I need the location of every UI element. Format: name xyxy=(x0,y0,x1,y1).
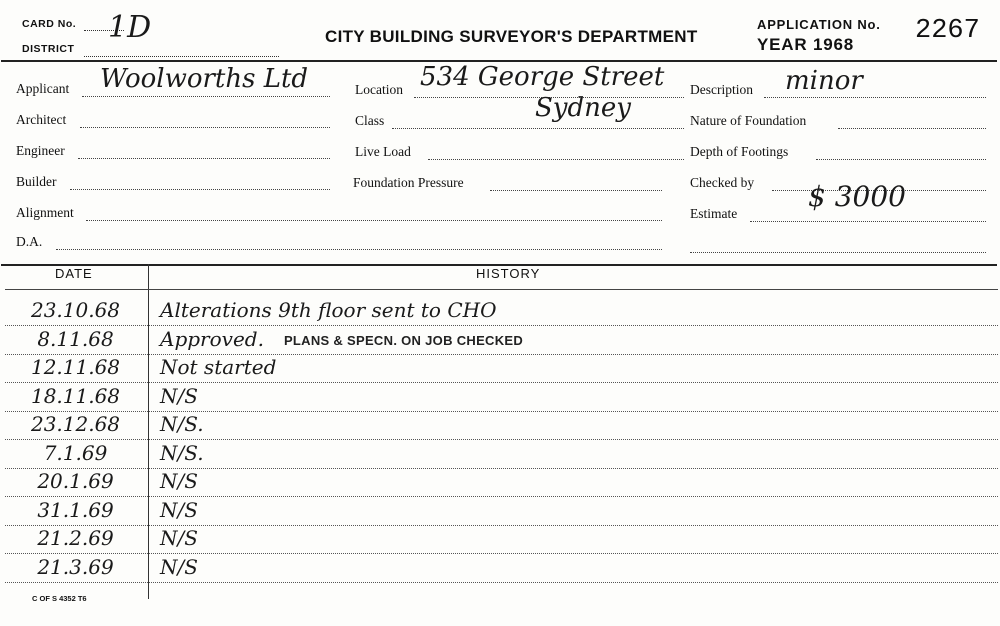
description-label: Description xyxy=(690,82,753,97)
district-line xyxy=(84,56,279,57)
history-row-text xyxy=(160,384,198,408)
history-header-rule xyxy=(5,289,998,290)
history-row-text xyxy=(160,298,496,322)
builder-label: Builder xyxy=(16,174,57,189)
history-row-entry: N/S xyxy=(160,469,198,493)
history-row-line xyxy=(5,439,998,440)
history-row-date: 8.11.68 xyxy=(37,326,114,351)
history-row-text xyxy=(160,469,198,493)
application-no-value: 2267 xyxy=(915,16,980,46)
class-line xyxy=(392,128,684,129)
live-load-label: Live Load xyxy=(355,144,411,159)
foundation-pressure-label: Foundation Pressure xyxy=(353,175,464,190)
history-row-date: 23.12.68 xyxy=(30,412,121,436)
form-code: C OF S 4352 T6 xyxy=(32,594,87,603)
history-row-line xyxy=(5,468,998,469)
department-title: CITY BUILDING SURVEYOR'S DEPARTMENT xyxy=(325,27,698,46)
applicant-value: Woolworths Ltd xyxy=(100,64,309,94)
blank-line xyxy=(690,252,986,253)
history-row-date: 31.1.69 xyxy=(37,497,114,522)
history-row-entry: N/S xyxy=(160,526,198,550)
history-row-entry: N/S. xyxy=(160,440,204,465)
history-row-text xyxy=(160,327,523,351)
history-row-line xyxy=(5,553,998,554)
engineer-label: Engineer xyxy=(16,143,65,158)
history-header: HISTORY xyxy=(476,266,541,281)
history-row-date: 18.11.68 xyxy=(30,383,121,408)
nature-of-foundation-label: Nature of Foundation xyxy=(690,113,807,128)
history-row-line xyxy=(5,525,998,526)
history-row-line xyxy=(5,582,998,583)
alignment-label: Alignment xyxy=(16,205,74,220)
history-row-text xyxy=(160,412,204,436)
history-row-entry: N/S xyxy=(160,497,198,522)
history-row-date: 20.1.69 xyxy=(37,469,114,493)
history-row-text xyxy=(160,498,198,522)
history-row-stamp: PLANS & SPECN. ON JOB CHECKED xyxy=(283,332,524,348)
da-label: D.A. xyxy=(16,234,43,249)
architect-label: Architect xyxy=(16,112,67,127)
applicant-line xyxy=(82,96,330,97)
live-load-line xyxy=(428,159,684,160)
application-no-label: APPLICATION No. xyxy=(757,17,881,32)
history-row-line xyxy=(5,496,998,497)
foundation-pressure-line xyxy=(490,190,662,191)
history-row-text xyxy=(160,441,204,465)
history-row-entry: Not started xyxy=(160,355,277,379)
card-no-value: 1D xyxy=(108,10,152,45)
location-label: Location xyxy=(355,82,403,97)
history-row-entry: N/S xyxy=(160,554,198,579)
history-row-date: 21.3.69 xyxy=(37,554,114,579)
history-row-entry: N/S xyxy=(160,383,198,408)
checked-by-label: Checked by xyxy=(690,175,755,190)
column-separator xyxy=(148,264,149,599)
alignment-line xyxy=(86,220,662,221)
estimate-value: $ 3000 xyxy=(808,180,906,213)
year-label: YEAR 1968 xyxy=(757,35,854,54)
history-row-date: 21.2.69 xyxy=(37,526,114,550)
class-label: Class xyxy=(355,113,385,128)
estimate-label: Estimate xyxy=(690,206,738,221)
history-row-line xyxy=(5,354,998,355)
engineer-line xyxy=(78,158,330,159)
date-header: DATE xyxy=(55,266,93,281)
history-row-entry: Approved. xyxy=(160,326,264,351)
history-row-text xyxy=(160,555,198,579)
history-row-entry: Alterations 9th floor sent to CHO xyxy=(160,298,497,322)
nature-of-foundation-line xyxy=(838,128,986,129)
estimate-line xyxy=(750,221,986,222)
district-label: DISTRICT xyxy=(22,43,75,55)
depth-of-footings-line xyxy=(816,159,986,160)
history-row-line xyxy=(5,411,998,412)
history-row-line xyxy=(5,382,998,383)
description-line xyxy=(764,97,986,98)
history-row-date: 12.11.68 xyxy=(30,355,121,379)
architect-line xyxy=(80,127,330,128)
applicant-label: Applicant xyxy=(16,81,70,96)
history-row-text xyxy=(160,526,198,550)
card-no-label: CARD No. xyxy=(22,18,77,30)
da-line xyxy=(56,249,662,250)
history-row-date: 23.10.68 xyxy=(30,298,121,322)
description-value: minor xyxy=(785,66,863,96)
location-value-2: Sydney xyxy=(535,93,631,123)
depth-of-footings-label: Depth of Footings xyxy=(690,144,789,159)
location-value: 534 George Street xyxy=(420,62,665,92)
history-row-entry: N/S. xyxy=(160,412,204,436)
builder-line xyxy=(70,189,330,190)
history-row-date: 7.1.69 xyxy=(43,440,108,465)
history-row-text xyxy=(160,355,276,379)
